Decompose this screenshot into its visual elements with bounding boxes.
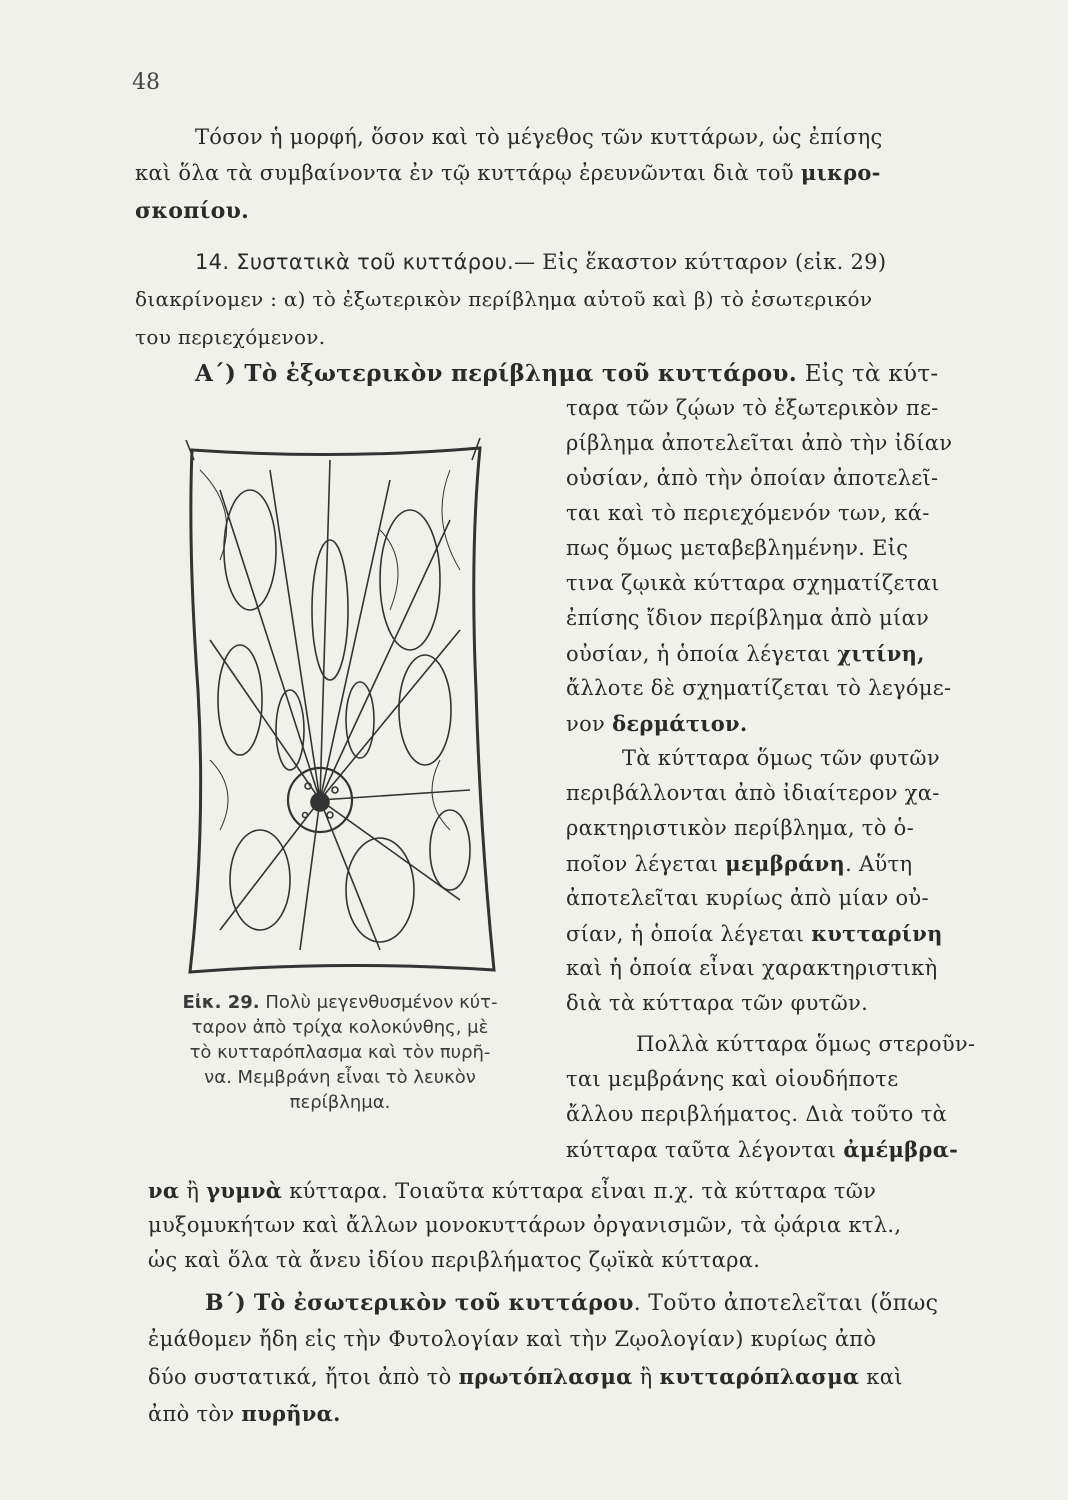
body-text: ἢ bbox=[179, 1179, 207, 1203]
body-text: μυξομυκήτων καὶ ἄλλων μονοκυττάρων ὀργανισμῶν, τὰ ᾠάρια κτλ., bbox=[148, 1213, 902, 1237]
term-cellulose: κυτταρίνη bbox=[811, 921, 943, 946]
column-text: νον bbox=[566, 712, 613, 736]
column-line bbox=[566, 676, 951, 700]
column-text: τινα ζῳικὰ κύτταρα σχηματίζεται bbox=[566, 571, 940, 595]
column-line bbox=[566, 606, 929, 630]
column-line bbox=[566, 641, 925, 666]
body-line bbox=[148, 1401, 341, 1426]
body-text: ὡς καὶ ὅλα τὰ ἄνευ ἰδίου περιβλήματος ζῳϊκὰ κύτταρα. bbox=[148, 1248, 761, 1272]
column-text: διὰ τὰ κύτταρα τῶν φυτῶν. bbox=[566, 991, 869, 1015]
column-line bbox=[566, 1102, 947, 1126]
column-line bbox=[566, 921, 943, 946]
caption-line: περίβλημα. bbox=[289, 1092, 391, 1113]
column-text: οὐσίαν, ἀπὸ τὴν ὁποίαν ἀποτελεῖ- bbox=[566, 466, 939, 490]
column-text: ἄλλοτε δὲ σχηματίζεται τὸ λεγόμε- bbox=[566, 676, 952, 700]
heading-a-title: Α΄) Τὸ ἐξωτερικὸν περίβλημα τοῦ κυττάρου. bbox=[195, 360, 798, 387]
column-text: ἀποτελεῖται κυρίως ἀπὸ μίαν οὐ- bbox=[566, 886, 929, 910]
column-line bbox=[566, 396, 939, 420]
body-text: ἐμάθομεν ἤδη εἰς τὴν Φυτολογίαν καὶ τὴν Ζῳολογίαν) κυρίως ἀπὸ bbox=[148, 1327, 877, 1351]
body-text: . Τοῦτο ἀποτελεῖται (ὅπως bbox=[633, 1291, 939, 1316]
section14-text: του περιεχόμενον. bbox=[135, 325, 326, 349]
column-text: πως ὅμως μεταβεβλημένην. Εἰς bbox=[566, 536, 909, 560]
term-nucleus: πυρῆνα. bbox=[241, 1401, 341, 1426]
caption-line bbox=[140, 990, 540, 1015]
body-text: κύτταρα. Τοιαῦτα κύτταρα εἶναι π.χ. τὰ κύτταρα τῶν bbox=[282, 1179, 877, 1203]
column-text: κύτταρα ταῦτα λέγονται bbox=[566, 1138, 844, 1162]
column-text: ται καὶ τὸ περιεχόμενόν των, κά- bbox=[566, 501, 930, 525]
section14-line-2 bbox=[135, 287, 872, 311]
intro-line-2 bbox=[135, 160, 881, 185]
term-protoplasma: πρωτόπλασμα bbox=[458, 1364, 633, 1389]
body-line bbox=[148, 1364, 903, 1389]
column-text: ρακτηριστικὸν περίβλημα, τὸ ὁ- bbox=[566, 816, 914, 840]
column-text: ἄλλου περιβλήματος. Διὰ τοῦτο τὰ bbox=[566, 1102, 947, 1126]
heading-b-title: Β΄) Τὸ ἐσωτερικὸν τοῦ κυττάρου bbox=[205, 1290, 634, 1316]
column-text: σίαν, ἡ ὁποία λέγεται bbox=[566, 922, 812, 946]
column-line bbox=[566, 431, 952, 455]
intro-text: καὶ ὅλα τὰ συμβαίνοντα ἐν τῷ κυττάρῳ ἐρευνῶνται διὰ τοῦ bbox=[135, 161, 801, 185]
column-line bbox=[566, 816, 914, 840]
body-text: καὶ bbox=[859, 1365, 903, 1389]
caption-line: τὸ κυτταρόπλασμα καὶ τὸν πυρῆ- bbox=[189, 1042, 491, 1063]
column-line bbox=[566, 571, 940, 595]
caption-text: Πολὺ μεγενθυσμένον κύτ- bbox=[259, 992, 498, 1013]
term-membrane: μεμβράνη bbox=[725, 851, 846, 876]
column-text: καὶ ἡ ὁποία εἶναι χαρακτηριστικὴ bbox=[566, 956, 938, 980]
intro-bold: σκοπίου. bbox=[135, 198, 250, 224]
intro-line-1 bbox=[195, 125, 883, 149]
column-line bbox=[566, 1137, 958, 1162]
body-line bbox=[148, 1327, 876, 1351]
column-line bbox=[566, 1067, 898, 1091]
section14-line-3 bbox=[135, 325, 325, 349]
heading-a-text: Εἰς τὰ κύτ- bbox=[797, 361, 939, 387]
column-text: ρίβλημα ἀποτελεῖται ἀπὸ τὴν ἰδίαν bbox=[566, 431, 953, 455]
term-dermation: δερμάτιον. bbox=[612, 711, 748, 736]
column-text: . Αὕτη bbox=[845, 852, 913, 876]
term-na: να bbox=[148, 1178, 180, 1203]
heading-a bbox=[195, 360, 938, 387]
caption-line: να. Μεμβράνη εἶναι τὸ λευκὸν bbox=[204, 1067, 476, 1088]
column-line bbox=[566, 501, 930, 525]
column-line bbox=[622, 746, 940, 770]
heading-b bbox=[205, 1290, 938, 1316]
column-text: οὐσίαν, ἡ ὁποία λέγεται bbox=[566, 642, 838, 666]
term-amembrana: ἀμέμβρα- bbox=[843, 1137, 959, 1162]
column-line bbox=[566, 851, 912, 876]
column-text: ταρα τῶν ζῴων τὸ ἐξωτερικὸν πε- bbox=[566, 396, 939, 420]
column-text: ποῖον λέγεται bbox=[566, 852, 726, 876]
cell-illustration bbox=[180, 430, 500, 990]
body-text: ἀπὸ τὸν bbox=[148, 1402, 242, 1426]
page-number: 48 bbox=[132, 70, 160, 95]
term-gymna: γυμνὰ bbox=[206, 1178, 283, 1203]
column-line bbox=[566, 991, 868, 1015]
body-text: ἢ bbox=[632, 1365, 660, 1389]
column-line bbox=[566, 711, 748, 736]
column-text: περιβάλλονται ἀπὸ ἰδιαίτερον χα- bbox=[566, 781, 940, 805]
column-text: Τὰ κύτταρα ὅμως τῶν φυτῶν bbox=[622, 746, 940, 770]
column-line bbox=[636, 1032, 975, 1056]
body-line bbox=[148, 1213, 901, 1237]
figure-caption bbox=[140, 990, 540, 1115]
body-text: δύο συστατικά, ἤτοι ἀπὸ τὸ bbox=[148, 1365, 459, 1389]
column-text: ἐπίσης ἴδιον περίβλημα ἀπὸ μίαν bbox=[566, 606, 930, 630]
intro-text: Τόσον ἡ μορφή, ὅσον καὶ τὸ μέγεθος τῶν κυττάρων, ὡς ἐπίσης bbox=[195, 125, 883, 149]
column-text: Πολλὰ κύτταρα ὅμως στεροῦν- bbox=[636, 1032, 976, 1056]
intro-bold: μικρο- bbox=[800, 160, 881, 185]
column-line bbox=[566, 956, 937, 980]
column-line bbox=[566, 886, 929, 910]
column-line bbox=[566, 781, 940, 805]
section14-heading: 14. Συστατικὰ τοῦ κυττάρου. bbox=[195, 250, 515, 274]
column-text: ται μεμβράνης καὶ οἱουδήποτε bbox=[566, 1067, 899, 1091]
section14-text: — Εἰς ἕκαστον κύτταρον (εἰκ. 29) bbox=[514, 250, 887, 274]
caption-label: Εἰκ. 29. bbox=[182, 992, 260, 1013]
body-line bbox=[148, 1178, 876, 1203]
body-line bbox=[148, 1248, 760, 1272]
intro-line-3 bbox=[135, 198, 249, 224]
term-cytoplasma: κυτταρόπλασμα bbox=[659, 1364, 860, 1389]
column-line bbox=[566, 466, 938, 490]
column-line bbox=[566, 536, 908, 560]
caption-line: ταρον ἀπὸ τρίχα κολοκύνθης, μὲ bbox=[191, 1017, 489, 1038]
term-chitin: χιτίνη, bbox=[837, 641, 925, 666]
section14-text: διακρίνομεν : α) τὸ ἐξωτερικὸν περίβλημα αὐτοῦ καὶ β) τὸ ἐσωτερικόν bbox=[135, 287, 873, 311]
section14-line-1 bbox=[195, 250, 886, 274]
